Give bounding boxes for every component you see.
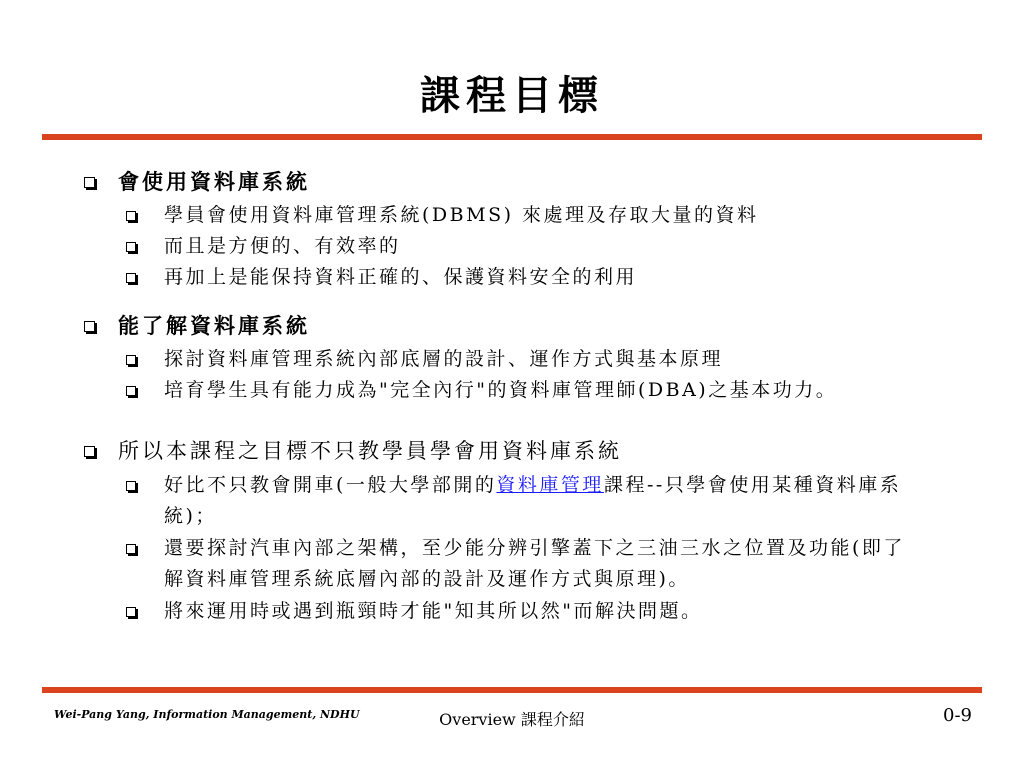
section-heading-1: 會使用資料庫系統 [84,168,310,196]
slide-title: 課程目標 [420,72,604,119]
square-bullet-icon [84,446,95,457]
bullet-item: 學員會使用資料庫管理系統(DBMS) 來處理及存取大量的資料 [126,200,956,231]
square-bullet-icon [126,211,136,221]
bullet-item: 再加上是能保持資料正確的、保護資料安全的利用 [126,262,956,293]
section-heading-3: 所以本課程之目標不只教學員學會用資料庫系統 [84,437,622,465]
bullet-item: 將來運用時或遇到瓶頸時才能"知其所以然"而解決問題。 [126,596,956,627]
page-number: 0-9 [943,705,972,726]
square-bullet-icon [126,386,136,396]
bullet-item: 還要探討汽車內部之架構，至少能分辨引擎蓋下之三油三水之位置及功能(即了解資料庫管理系統底層內部的設計及運作方式與原理)。 [126,533,926,595]
square-bullet-icon [126,242,136,252]
bullet-item: 好比不只教會開車(一般大學部開的資料庫管理課程--只學會使用某種資料庫系統)； [126,470,926,532]
footer-divider [42,687,982,693]
footer-author: Wei-Pang Yang, Information Management, NDHU [54,708,360,721]
database-management-link[interactable]: 資料庫管理 [496,474,604,496]
footer-title: Overview 課程介紹 [439,710,585,729]
section-heading-2: 能了解資料庫系統 [84,312,310,340]
bullet-item: 培育學生具有能力成為"完全內行"的資料庫管理師(DBA)之基本功力。 [126,375,956,406]
square-bullet-icon [84,177,95,188]
square-bullet-icon [126,544,136,554]
square-bullet-icon [126,481,136,491]
bullet-item: 而且是方便的、有效率的 [126,231,956,262]
square-bullet-icon [126,607,136,617]
square-bullet-icon [126,273,136,283]
square-bullet-icon [84,321,95,332]
square-bullet-icon [126,355,136,365]
bullet-item: 探討資料庫管理系統內部底層的設計、運作方式與基本原理 [126,344,956,375]
